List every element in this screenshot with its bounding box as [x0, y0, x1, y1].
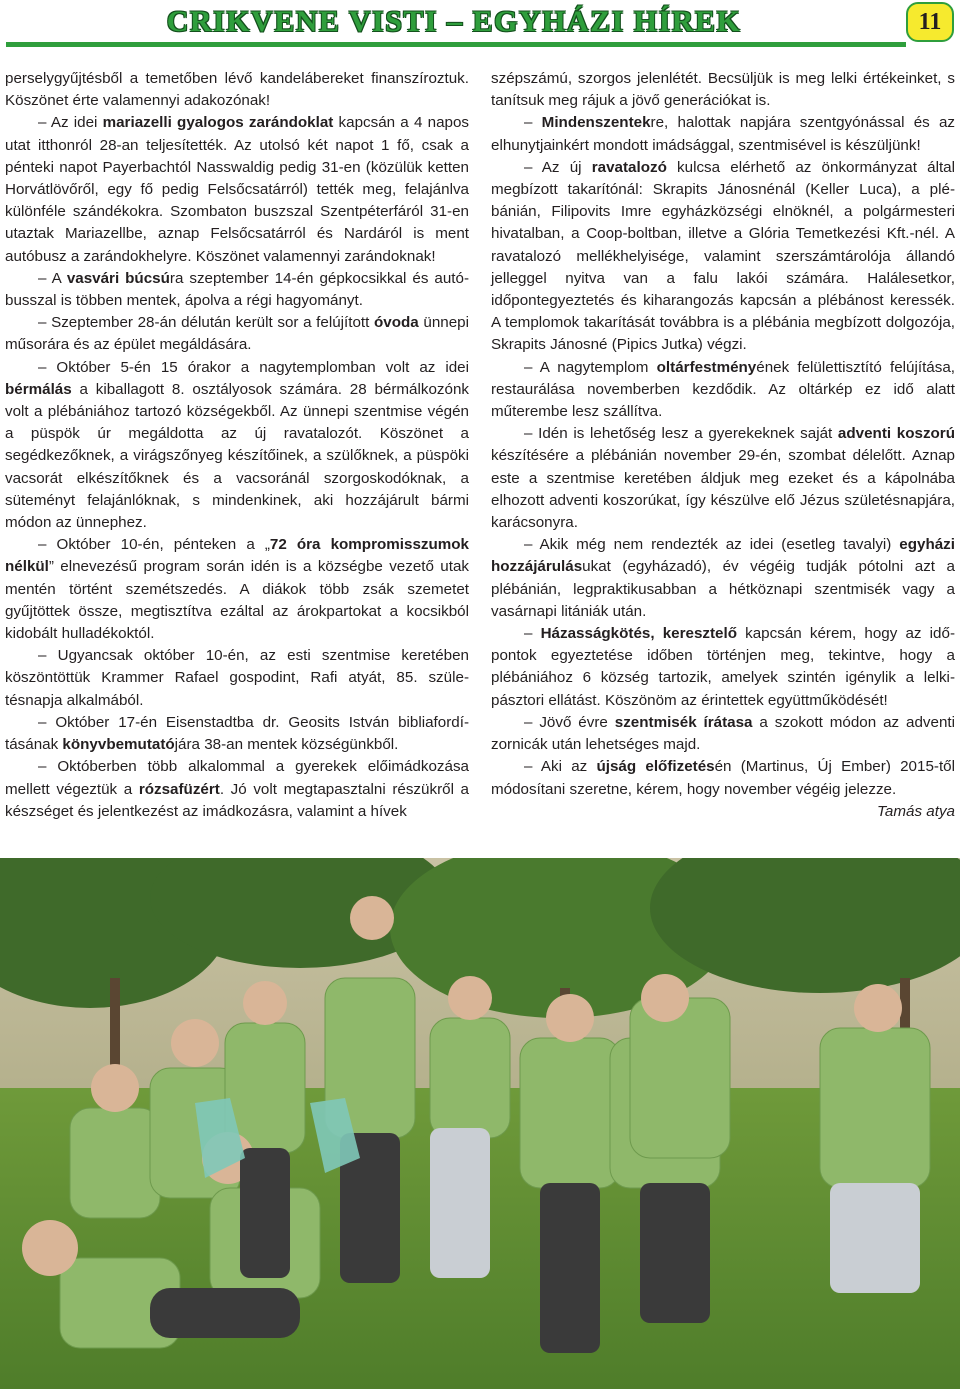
paragraph: – A vasvári búcsúra szeptember 14-én gépkocsikkal és autóbusszal is többen mentek, ápolva a régi hagyományt. [5, 269, 469, 310]
paragraph: – Október 10-én, pénteken a „72 óra kompromisszumok nélkül” elnevezésű program során idén is a községbe vezető utak mentén történt szemétszedés. A diákok több zsák szemetet gyűjtöttek össze, megtisztítva ezáltal az árokpartokat a kocsikból kidobált hulladékoktól. [5, 536, 469, 643]
left-column [5, 68, 469, 823]
paragraph: perselygyűjtésből a temetőben lévő kandelábereket finanszíroztuk. Köszönet érte valamennyi adakozónak! [5, 70, 469, 110]
paragraph: – Mindenszentekre, halottak napjára szentgyónással és az elhunytjainkért mondott imádsággal, szentmisével is készüljünk! [491, 114, 955, 154]
paragraph: – Ugyancsak október 10-én, az esti szentmise keretében köszöntöttük Krammer Rafael gospodint, Rafi atyát, 85. születésnapja alkalmából. [5, 647, 469, 709]
paragraph: – Október 5-én 15 órakor a nagytemplomban volt az idei bérmálás a kiballagott 8. osztályosok számára. 28 bérmálkozónk volt a plébániához tartozó községekből. Az ünnepi szentmise végén a püspök úr megáldotta az új ravatalozót. Köszönet a segédkezőknek, a virágszőnyeg készítőinek, a szülőknek, a püspöki vacsorát elkészítőknek és a vacsoránál szorgoskodóknak, a süteményt felajánlóknak, s mindenkinek, aki hozzájárult bármi módon az ünnephez. [5, 358, 469, 532]
group-photo [0, 858, 960, 1389]
paragraph: – A nagytemplom oltárfestményének felülettisztító felújítása, restaurálása novemberben kezdődik. Az oltárkép ez idő alatt műterembe lesz szállítva. [491, 358, 956, 421]
header-rule [6, 42, 906, 47]
paragraph: – Idén is lehetőség lesz a gyerekeknek saját adventi koszorú készítésére a plébánián november 29-én, szombat délelőtt. Aznap este a szentmise keretében áldjuk meg ezeket és a kápolnába elhozott adventi koszorúkat, így készülve elő Jézus születésnapjára, karácsonyra. [491, 425, 955, 532]
paragraph: – Október 17-én Eisenstadtba dr. Geosits István bibliafordításának könyvbemutatójára 38-an mentek községünkből. [5, 713, 469, 754]
paragraph: – Az új ravatalozó kulcsa elérhető az önkormányzat által megbízott takarítónál: Skrapits Jánosnénál (Keller Luca), a plébánián, Filipovits Imre egyházközségi elnöknél, a polgármesteri hivatalban, a Coop-boltban, illetve a Glória Temetkezési Kft.-nél. A ravatalozó mellékhelyisége, valamint szerszámtárolója állandó jelleggel nyitva van a falu lakói számára. Halálesetkor, időpontegyeztetés és kiharangozás kapcsán a plébánost keressék. A templomok takarítását továbbra is a plébánia megbízott dolgozója, Skrapits Jánosné (Pipics Jutka) végzi. [491, 158, 955, 354]
author-signature: Tamás atya [877, 802, 955, 820]
paragraph: szépszámú, szorgos jelenlétét. Becsüljük is meg lelki értékeinket, s tanítsuk meg rájuk a jövő generációkat is. [491, 70, 955, 110]
right-column [491, 68, 955, 823]
paragraph: – Az idei mariazelli gyalogos zarándoklat kapcsán a 4 napos utat itthonról 28-an teljesítették. Az utolsó két napot 1 fő, csak a pénteki napot Payerbachtól Nasswaldig pedig 31-en (közülük ketten Horvátlövőről, egy fő pedig Felsőcsatárról) tették meg, felajánlva különféle szándékokra. Szombaton buszszal Szentpéterfáról 31-en utaztak Mariazellbe, aznap Felsőcsatárról és Nardáról is ment autóbusz a zarándokhelyre. Köszönet valamennyi zarándoknak! [5, 114, 469, 265]
group-photo-illustration [0, 858, 960, 1389]
page-header [0, 0, 960, 50]
paragraph: – Októberben több alkalommal a gyerekek előimádkozása mellett végeztük a rózsafüzért. Jó volt megtapasztalni részükről a készséget és jelentkezést az imádkozásra, valamint a hívek [5, 758, 470, 820]
paragraph: – Akik még nem rendezték az idei (esetleg tavalyi) egyházi hozzájárulásukat (egyházadó), év végéig tudják pótolni azt a plébánián, legpraktikusabban a hétköznapi szentmisék vagy a vasárnapi litániák után. [491, 536, 955, 620]
page-number-badge: 11 [906, 2, 954, 42]
paragraph: – Aki az újság előfizetésén (Martinus, Új Ember) 2015-től módosítani szeretne, kérem, hogy november végéig jelezze. [491, 758, 955, 798]
page-title: CRIKVENE VISTI – EGYHÁZI HÍREK [166, 5, 742, 38]
paragraph: – Házasságkötés, keresztelő kapcsán kérem, hogy az időpontok egyeztetése időben történjen meg, tekintve, hogy a plébániához 6 község tartozik, amelyek szintén igénylik a lelkipásztori ellátást. Köszönöm az érintettek együttműködését! [491, 625, 955, 709]
paragraph: – Szeptember 28-án délután került sor a felújított óvoda ünnepi műsorára és az épület megáldására. [5, 314, 469, 354]
paragraph: – Jövő évre szentmisék írátasa a szokott módon az adventi zornicák után lehetséges majd. [491, 713, 955, 754]
